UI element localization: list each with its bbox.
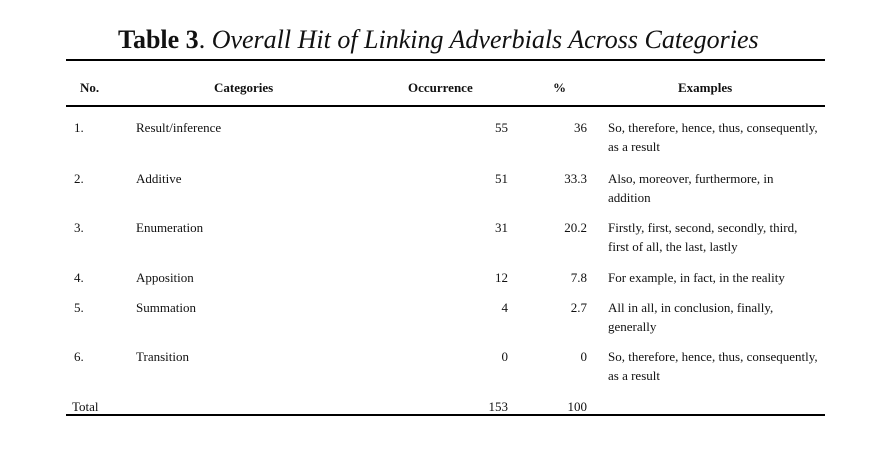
table-title: Overall Hit of Linking Adverbials Across Categories <box>211 25 759 54</box>
row-no: 4. <box>74 270 84 285</box>
row-no: 6. <box>74 349 84 364</box>
header-examples: Examples <box>678 80 733 95</box>
total-percent: 100 <box>567 399 587 414</box>
row-no: 5. <box>74 300 84 315</box>
row-examples: Firstly, first, second, secondly, third, first of all, the last, lastly <box>608 220 798 254</box>
row-no: 3. <box>74 220 84 235</box>
row-category: Enumeration <box>136 220 204 235</box>
header-occurrence: Occurrence <box>408 80 473 95</box>
row-occurrence: 31 <box>495 220 508 235</box>
row-occurrence: 55 <box>495 120 508 135</box>
row-percent: 7.8 <box>570 270 587 285</box>
row-examples: For example, in fact, in the reality <box>608 270 785 285</box>
row-examples: Also, moreover, furthermore, in addition <box>608 171 774 205</box>
row-category: Result/inference <box>136 120 222 135</box>
row-percent: 33.3 <box>564 171 587 186</box>
total-occurrence: 153 <box>488 399 508 414</box>
row-category: Summation <box>136 300 196 315</box>
row-occurrence: 0 <box>501 349 508 364</box>
bottom-rule <box>66 414 825 416</box>
header-percent: % <box>553 80 566 95</box>
row-category: Transition <box>136 349 189 364</box>
row-occurrence: 51 <box>495 171 508 186</box>
row-percent: 20.2 <box>564 220 587 235</box>
row-no: 2. <box>74 171 84 186</box>
caption-separator: . <box>198 25 212 54</box>
row-percent: 2.7 <box>570 300 587 315</box>
row-percent: 0 <box>580 349 587 364</box>
header-no: No. <box>80 80 100 95</box>
row-category: Apposition <box>136 270 194 285</box>
row-no: 1. <box>74 120 84 135</box>
row-examples: All in all, in conclusion, finally, generally <box>608 300 774 334</box>
row-occurrence: 4 <box>501 300 508 315</box>
top-rule <box>66 59 825 61</box>
row-examples: So, therefore, hence, thus, consequently, as a result <box>608 349 818 383</box>
total-label: Total <box>72 399 99 414</box>
table-label: Table 3 <box>118 25 199 54</box>
row-examples: So, therefore, hence, thus, consequently, as a result <box>608 120 818 154</box>
header-rule <box>66 105 825 107</box>
row-occurrence: 12 <box>495 270 508 285</box>
header-categories: Categories <box>214 80 274 95</box>
row-category: Additive <box>136 171 182 186</box>
row-percent: 36 <box>574 120 587 135</box>
table-caption <box>118 24 759 56</box>
